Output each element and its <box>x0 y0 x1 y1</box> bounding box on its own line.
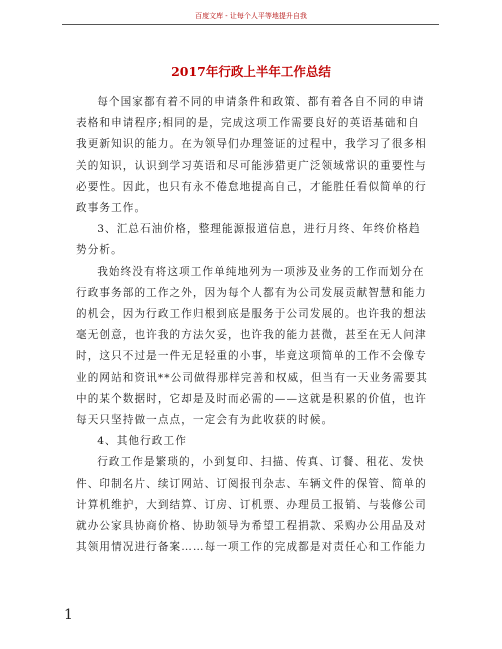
document-title: 2017年行政上半年工作总结 <box>171 64 331 79</box>
page-number: 1 <box>64 607 73 623</box>
header-divider <box>62 24 439 25</box>
document-body <box>76 92 428 558</box>
paragraph: 每个国家都有着不同的申请条件和政策、都有着各自不同的申请表格和申请程序;相同的是，完成这项工作需要良好的英语基础和自我更新知识的能力。在为领导们办理签证的过程中，我学习了很多相关的知识，认识到学习英语和尽可能涉猎更广泛领域常识的重要性与必要性。因此，也只有永不倦怠地提高自己，才能胜任看似简单的行政事务工作。 <box>76 96 427 215</box>
paragraph: 行政工作是繁琐的，小到复印、扫描、传真、订餐、租花、发快件、印制名片、续订网站、订阅报刊杂志、车辆文件的保管、简单的计算机维护，大到结算、订房、订机票、办理员工报销、与装修公司就办公家具协商价格、协助领导为希望工程捐款、采购办公用品及对其领用情况进行备案……每一项工作的完成都是对责任心和工作能力 <box>76 456 427 554</box>
section-heading: 4、其他行政工作 <box>97 435 187 448</box>
paragraph: 我始终没有将这项工作单纯地列为一项涉及业务的工作而划分在行政事务部的工作之外，因为每个人都有为公司发展贡献智慧和能力的机会，因为行政工作归根到底是服务于公司发展的。也许我的想法毫无创意，也许我的方法欠妥，也许我的能力甚微，甚至在无人问津时，这只不过是一件无足轻重的小事，毕竟这项简单的工作不会像专业的网站和资讯**公司做得那样完善和权威，但当有一天业务需要其中的某个数据时，它却是及时而必需的——这就是积累的价值，也许每天只坚持做一点点，一定会有为此收获的时候。 <box>76 265 428 427</box>
page-header: 百度文库 - 让每个人平等地提升自我 <box>195 12 307 20</box>
paragraph: 3、汇总石油价格，整理能源报道信息，进行月终、年终价格趋势分析。 <box>76 223 421 257</box>
